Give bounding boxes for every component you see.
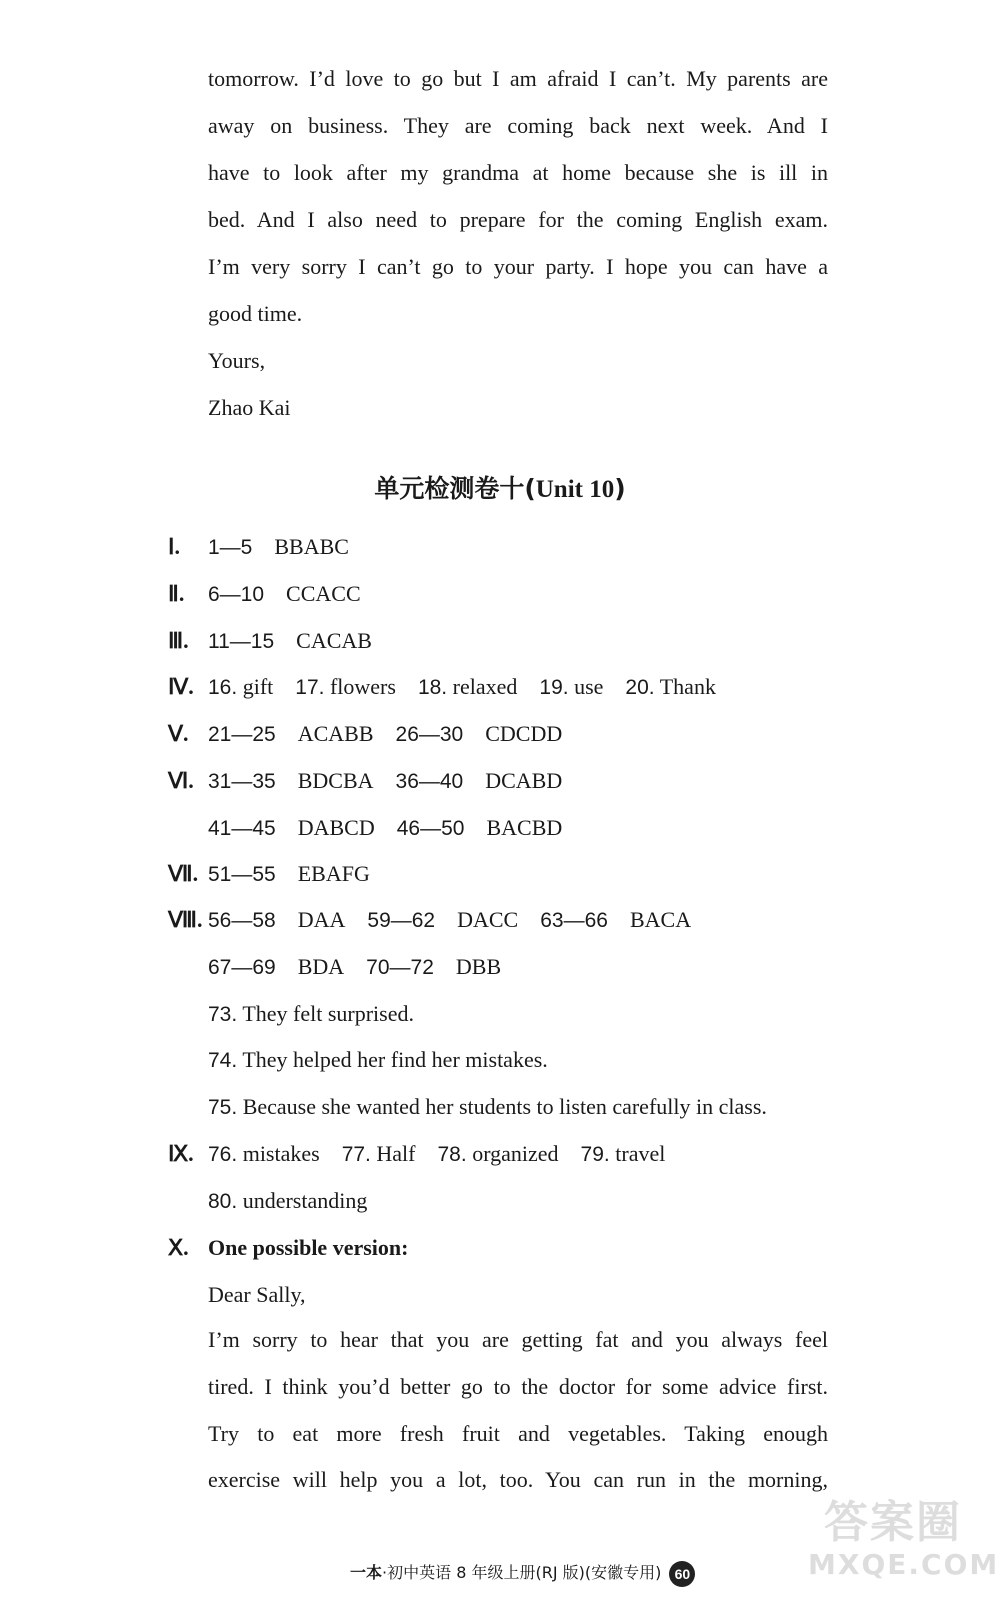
answer-row-8 <box>168 905 888 936</box>
answer-letters: EBAFG <box>297 861 370 886</box>
section-title-cn: 单元检测卷十( <box>374 474 536 503</box>
question-range: 67—69 <box>208 956 276 979</box>
question-range: 41—45 <box>208 817 276 840</box>
section-numeral: Ⅷ. <box>168 907 203 932</box>
answer-letters: DAA <box>297 907 346 932</box>
answer-letters: DACC <box>457 907 519 932</box>
section-numeral: Ⅴ. <box>168 721 189 746</box>
question-range: 46—50 <box>396 817 465 840</box>
answer-row-10 <box>168 1233 888 1263</box>
footer-brand: 一本 <box>350 1563 383 1582</box>
answer-sentence-74 <box>208 1045 548 1076</box>
section-title-en: Unit 10 <box>535 476 615 503</box>
answer-letters: CCACC <box>286 581 361 606</box>
letter-line: I’m sorry to hear that you are getting fat and you always feel <box>208 1327 828 1352</box>
letter-line: I’m very sorry I can’t go to your party. I hope you can have a <box>208 254 828 279</box>
answer-row-2 <box>168 579 888 610</box>
writing-heading: One possible version: <box>208 1235 409 1260</box>
letter-line: Try to eat more fresh fruit and vegetables. Taking enough <box>208 1421 828 1446</box>
item-word: organized <box>472 1141 559 1166</box>
section-numeral: Ⅰ. <box>168 534 180 559</box>
item-number: 80. <box>208 1190 238 1213</box>
page-number-badge: 60 <box>669 1561 695 1587</box>
letter-salutation: Dear Sally, <box>208 1282 306 1307</box>
question-range: 6—10 <box>208 583 265 606</box>
answer-letters: CACAB <box>296 628 372 653</box>
watermark-line2: MXQE.COM <box>808 1548 1000 1581</box>
section-numeral: Ⅵ. <box>168 768 194 793</box>
answer-letters: BACBD <box>486 815 563 840</box>
item-number: 78. <box>437 1143 467 1166</box>
question-range: 36—40 <box>395 770 464 793</box>
letter-line: have to look after my grandma at home because she is ill in <box>208 160 828 185</box>
item-word: flowers <box>329 674 396 699</box>
answer-row-9 <box>168 1139 888 1170</box>
answer-letters: BACA <box>629 907 692 932</box>
section-title <box>0 472 1000 507</box>
answer-row-4 <box>168 672 888 703</box>
answer-letters: ACABB <box>297 721 374 746</box>
item-number: 20. <box>625 676 655 699</box>
letter-line: bed. And I also need to prepare for the coming English exam. <box>208 207 828 232</box>
answer-letters: DBB <box>455 954 502 979</box>
item-word: travel <box>615 1141 666 1166</box>
letter-line: tomorrow. I’d love to go but I am afraid I can’t. My parents are <box>208 66 828 91</box>
item-word: mistakes <box>242 1141 320 1166</box>
question-range: 11—15 <box>208 630 275 653</box>
answer-row-1 <box>168 532 888 563</box>
item-word: relaxed <box>452 674 518 699</box>
item-word: Thank <box>659 674 716 699</box>
answer-row-6b <box>208 813 562 844</box>
section-numeral: Ⅳ. <box>168 674 194 699</box>
question-range: 59—62 <box>367 909 436 932</box>
item-number: 17. <box>295 676 325 699</box>
question-range: 70—72 <box>366 956 434 979</box>
item-word: understanding <box>242 1188 368 1213</box>
section-numeral: Ⅶ. <box>168 861 199 886</box>
item-number: 73. <box>208 1003 238 1026</box>
section-numeral: Ⅹ. <box>168 1235 189 1260</box>
item-number: 19. <box>539 676 569 699</box>
question-range: 63—66 <box>540 909 608 932</box>
item-word: use <box>574 674 604 699</box>
watermark <box>808 1497 1000 1594</box>
page-footer <box>350 1560 695 1590</box>
letter-line: exercise will help you a lot, too. You can run in the morning, <box>208 1467 828 1492</box>
question-range: 31—35 <box>208 770 276 793</box>
letter-signature: Zhao Kai <box>208 395 291 420</box>
question-range: 56—58 <box>208 909 276 932</box>
item-number: 79. <box>580 1143 610 1166</box>
answer-row-7 <box>168 859 888 890</box>
letter-line: tired. I think you’d better go to the doctor for some advice first. <box>208 1374 828 1399</box>
section-numeral: Ⅱ. <box>168 581 185 606</box>
footer-text: ·初中英语 8 年级上册(RJ 版)(安徽专用) <box>382 1563 662 1582</box>
answer-letters: BBABC <box>274 534 349 559</box>
question-range: 51—55 <box>208 863 276 886</box>
item-number: 74. <box>208 1049 238 1072</box>
answer-sentence: Because she wanted her students to listen carefully in class. <box>242 1094 767 1119</box>
section-numeral: Ⅸ. <box>168 1141 194 1166</box>
answer-sentence-73 <box>208 999 414 1030</box>
question-range: 26—30 <box>395 723 464 746</box>
item-number: 75. <box>208 1096 238 1119</box>
answer-letters: CDCDD <box>485 721 563 746</box>
answer-letters: DABCD <box>297 815 375 840</box>
answer-sentence: They helped her find her mistakes. <box>242 1047 548 1072</box>
answer-row-8b <box>208 952 501 983</box>
answer-letters: BDA <box>297 954 345 979</box>
answer-row-5 <box>168 719 888 750</box>
item-number: 16. <box>208 676 238 699</box>
letter-closing: Yours, <box>208 348 266 373</box>
answer-sentence: They felt surprised. <box>242 1001 414 1026</box>
item-word: Half <box>376 1141 416 1166</box>
answer-row-9b <box>208 1186 367 1217</box>
item-number: 76. <box>208 1143 238 1166</box>
answer-letters: BDCBA <box>297 768 374 793</box>
item-number: 77. <box>341 1143 371 1166</box>
section-title-close: ) <box>614 474 626 503</box>
item-word: gift <box>242 674 274 699</box>
answer-row-6 <box>168 766 888 797</box>
answer-sentence-75 <box>208 1092 767 1123</box>
answer-letters: DCABD <box>485 768 563 793</box>
letter-line: away on business. They are coming back next week. And I <box>208 113 828 138</box>
item-number: 18. <box>417 676 448 699</box>
question-range: 1—5 <box>208 536 253 559</box>
answer-row-3 <box>168 626 888 657</box>
watermark-line1: 答案圈 <box>824 1497 962 1548</box>
letter-line: good time. <box>208 301 303 326</box>
section-numeral: Ⅲ. <box>168 628 189 653</box>
question-range: 21—25 <box>208 723 276 746</box>
